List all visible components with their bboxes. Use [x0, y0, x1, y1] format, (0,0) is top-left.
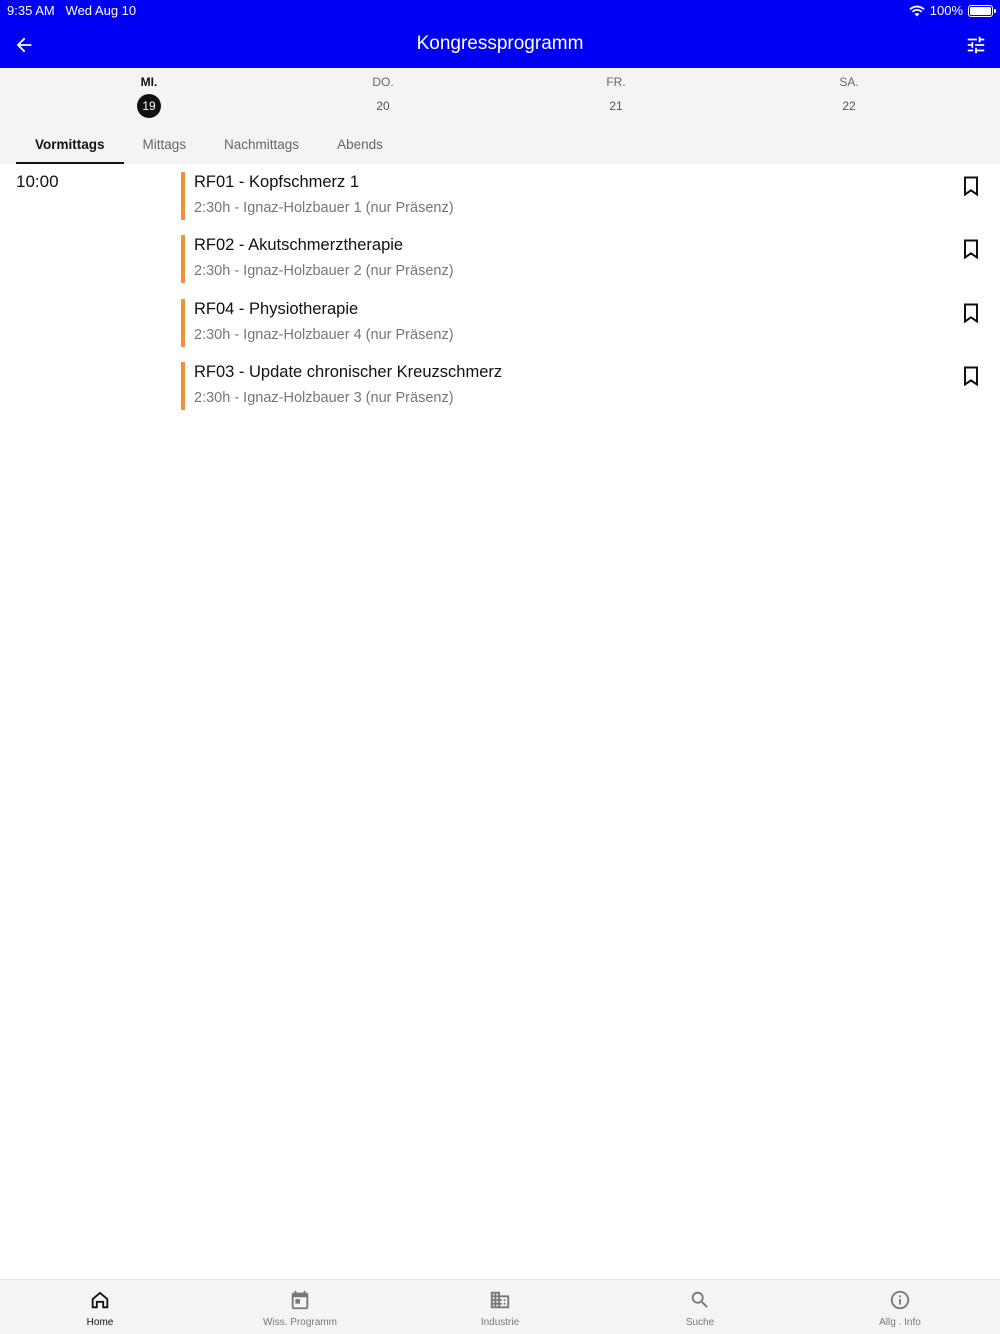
day-number: 22	[842, 99, 856, 113]
nav-label: Industrie	[480, 1317, 520, 1328]
day-name: FR.	[606, 75, 626, 89]
session-meta: 2:30h - Ignaz-Holzbauer 1 (nur Präsenz)	[194, 200, 454, 216]
day-item-22[interactable]	[819, 74, 879, 118]
session-accent-bar	[181, 362, 185, 410]
status-time-text: 9:35 AM	[7, 3, 55, 18]
tab-mittags[interactable]: Mittags	[142, 137, 187, 152]
session-title: RF04 - Physiotherapie	[194, 300, 359, 318]
bookmark-button[interactable]	[960, 237, 982, 261]
calendar-icon	[289, 1289, 311, 1311]
nav-wiss-programm[interactable]	[240, 1288, 360, 1328]
session-meta: 2:30h - Ignaz-Holzbauer 3 (nur Präsenz)	[194, 390, 454, 406]
filter-button[interactable]	[962, 31, 990, 59]
status-time	[7, 3, 136, 18]
bookmark-icon	[963, 176, 979, 196]
day-item-21[interactable]	[586, 74, 646, 118]
nav-allg-info[interactable]	[840, 1288, 960, 1328]
day-name: SA.	[839, 75, 859, 89]
status-indicators	[909, 3, 993, 18]
nav-label: Suche	[685, 1317, 715, 1328]
session-item[interactable]	[181, 362, 986, 412]
day-name: DO.	[372, 75, 394, 89]
bookmark-button[interactable]	[960, 301, 982, 325]
session-meta: 2:30h - Ignaz-Holzbauer 2 (nur Präsenz)	[194, 263, 454, 279]
tune-icon	[965, 34, 987, 56]
session-accent-bar	[181, 172, 185, 220]
session-item[interactable]	[181, 172, 986, 222]
battery-percent: 100%	[929, 3, 963, 18]
bookmark-icon	[963, 366, 979, 386]
nav-industrie[interactable]	[440, 1288, 560, 1328]
day-number: 20	[376, 99, 390, 113]
nav-label: Home	[86, 1317, 114, 1328]
bookmark-button[interactable]	[960, 364, 982, 388]
time-of-day-tabs	[16, 126, 402, 164]
day-name: MI.	[140, 75, 158, 89]
status-date-text: Wed Aug 10	[65, 3, 137, 18]
session-item[interactable]	[181, 235, 986, 285]
bottom-navigation	[0, 1279, 1000, 1334]
battery-icon	[968, 5, 993, 17]
page-title: Kongressprogramm	[416, 33, 584, 54]
session-title: RF01 - Kopfschmerz 1	[194, 173, 360, 191]
day-number: 19	[137, 94, 161, 118]
session-accent-bar	[181, 299, 185, 347]
nav-label: Allg . Info	[879, 1317, 921, 1328]
app-header	[0, 0, 1000, 68]
nav-suche[interactable]	[640, 1288, 760, 1328]
day-number: 21	[609, 99, 623, 113]
bookmark-icon	[963, 239, 979, 259]
tab-nachmittags[interactable]: Nachmittags	[224, 137, 300, 152]
bookmark-icon	[963, 303, 979, 323]
nav-label: Wiss. Programm	[263, 1317, 337, 1328]
info-icon	[889, 1289, 911, 1311]
tab-abends[interactable]: Abends	[337, 137, 383, 152]
nav-home[interactable]	[40, 1288, 160, 1328]
session-title: RF03 - Update chronischer Kreuzschmerz	[194, 363, 503, 381]
wifi-icon	[909, 5, 925, 17]
session-meta: 2:30h - Ignaz-Holzbauer 4 (nur Präsenz)	[194, 327, 454, 343]
day-item-19[interactable]	[119, 74, 179, 118]
session-accent-bar	[181, 235, 185, 283]
building-icon	[489, 1289, 511, 1311]
session-item[interactable]	[181, 299, 986, 349]
day-item-20[interactable]	[353, 74, 413, 118]
home-icon	[89, 1289, 111, 1311]
time-slot-label: 10:00	[16, 172, 59, 191]
bookmark-button[interactable]	[960, 174, 982, 198]
session-title: RF02 - Akutschmerztherapie	[194, 236, 404, 254]
tab-vormittags[interactable]: Vormittags	[16, 126, 124, 164]
search-icon	[689, 1289, 711, 1311]
